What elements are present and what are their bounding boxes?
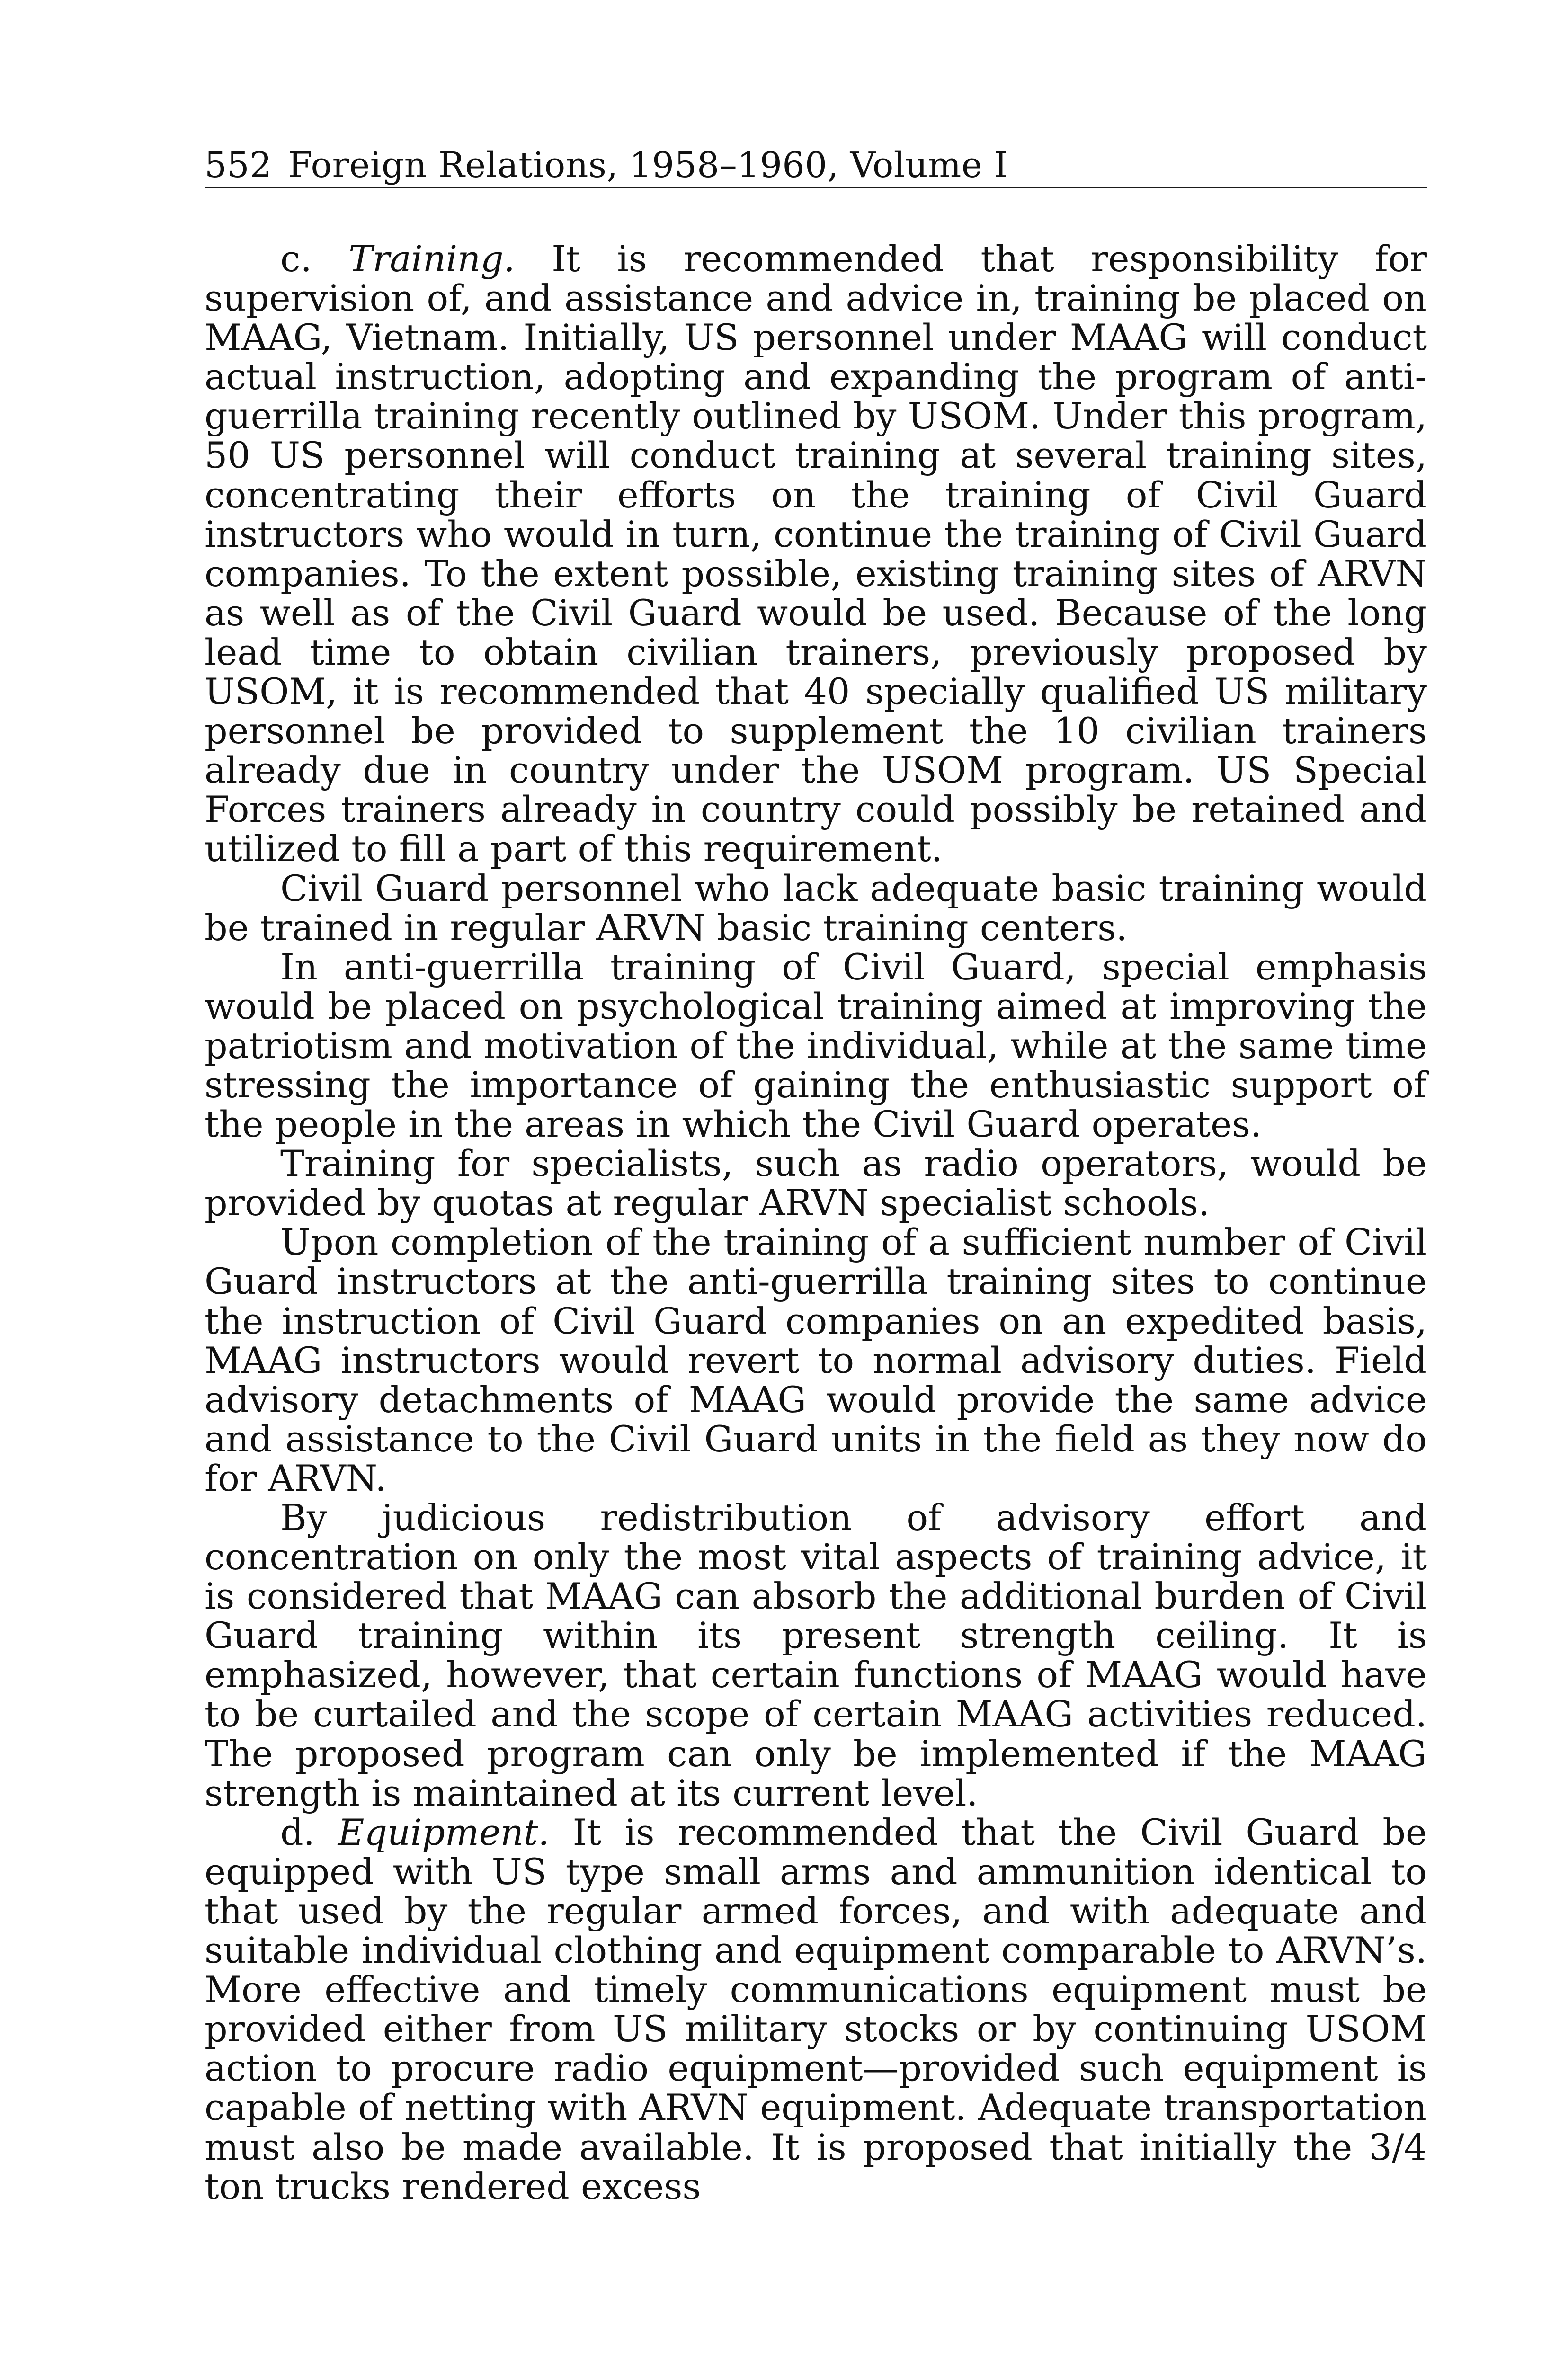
paragraph	[205, 1144, 1427, 1222]
paragraph	[205, 1498, 1427, 1813]
section-letter: d.	[280, 1811, 338, 1853]
paragraph-text: Training for specialists, such as radio operators, would be provided by quotas at regular ARVN specialist schools.	[205, 1142, 1427, 1224]
section-heading-equipment: Equipment.	[338, 1811, 550, 1853]
section-letter: c.	[280, 238, 349, 280]
running-title: Foreign Relations, 1958–1960, Volume I	[288, 145, 1008, 186]
section-heading-training: Training.	[348, 238, 515, 280]
paragraph	[205, 1222, 1427, 1498]
paragraph-equipment	[205, 1813, 1427, 2206]
paragraph-text: By judicious redistribution of advisory effort and concentration on only the most vital aspects of training advice, it is considered that MAAG can absorb the additional burden of Civil Guard training within its present strength ceiling. It is emphasized, however, that certain functions of MAAG would have to be curtailed and the scope of certain MAAG activities reduced. The proposed program can only be implemented if the MAAG strength is maintained at its current level.	[205, 1496, 1427, 1814]
body-text	[205, 239, 1427, 2206]
paragraph	[205, 869, 1427, 947]
paragraph-text: Upon completion of the training of a sufficient number of Civil Guard instructors at the anti-guerrilla training sites to continue the instruction of Civil Guard companies on an expedited basis, MAAG instructors would revert to normal advisory duties. Field advisory detachments of MAAG would provide the same advice and assistance to the Civil Guard units in the field as they now do for ARVN.	[205, 1221, 1427, 1499]
paragraph-text: Civil Guard personnel who lack adequate basic training would be trained in regular ARVN basic training centers.	[205, 867, 1427, 949]
paragraph-text: In anti-guerrilla training of Civil Guard, special emphasis would be placed on psychological training aimed at improving the patriotism and motivation of the individual, while at the same time stressing the importance of gaining the enthusiastic support of the people in the areas in which the Civil Guard operates.	[205, 945, 1427, 1146]
running-header	[205, 137, 1427, 188]
paragraph	[205, 947, 1427, 1144]
paragraph-text: It is recommended that responsibility for supervision of, and assistance and advice in, training be placed on MAAG, Vietnam. Initially, US personnel under MAAG will conduct actual instruction, adopting and expanding the program of anti-guerrilla training recently outlined by USOM. Under this program, 50 US personnel will conduct training at several training sites, concentrating their efforts on the training of Civil Guard instructors who would in turn, continue the training of Civil Guard companies. To the extent possible, existing training sites of ARVN as well as of the Civil Guard would be used. Because of the long lead time to obtain civilian trainers, previously proposed by USOM, it is recommended that 40 specially qualified US military personnel be provided to supplement the 10 civilian trainers already due in country under the USOM program. US Special Forces trainers already in country could possibly be retained and utilized to fill a part of this requirement.	[205, 238, 1427, 870]
paragraph-training	[205, 239, 1427, 869]
paragraph-text: It is recommended that the Civil Guard be equipped with US type small arms and ammunition identical to that used by the regular armed forces, and with adequate and suitable individual clothing and equipment comparable to ARVN’s. More effective and timely communications equipment must be provided either from US military stocks or by continuing USOM action to procure radio equipment—provided such equipment is capable of netting with ARVN equipment. Adequate transportation must also be made available. It is proposed that initially the 3/4 ton trucks rendered excess	[205, 1811, 1427, 2207]
page-number: 552	[205, 145, 272, 186]
